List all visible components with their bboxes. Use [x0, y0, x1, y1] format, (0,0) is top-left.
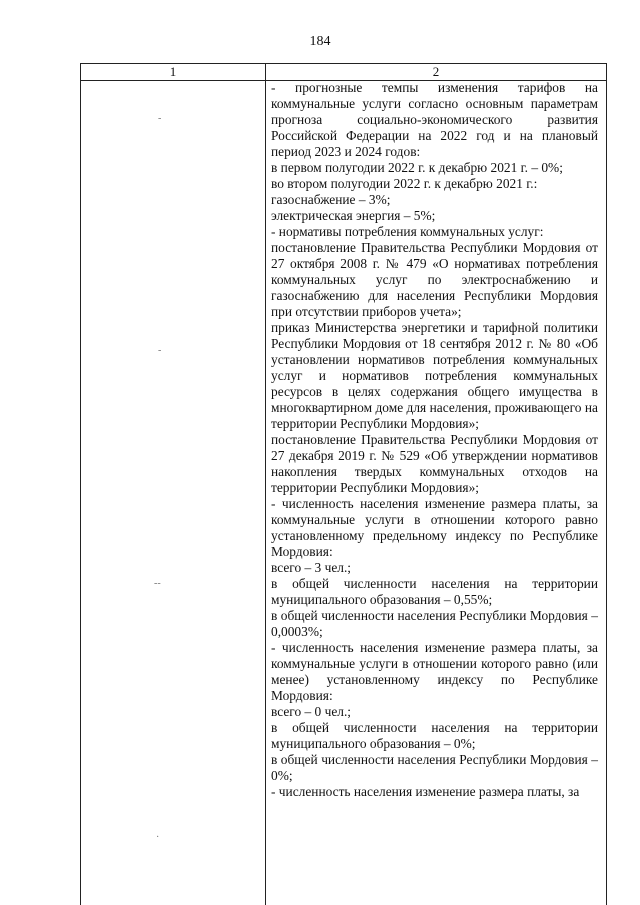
paragraph: электрическая энергия – 5%; [271, 208, 436, 223]
paragraph: приказ Министерства энергетики и тарифной политики Республики Мордовия от 18 сентября 2012 г. № 80 «Об установлении нормативов потребления коммунальных услуг и нормативов потребления коммунальных ресурсов в целях содержания общего имущества в многоквартирном доме для населения, проживающего на территории Республики Мордовия»; [271, 320, 598, 431]
paragraph: - численность населения изменение размера платы, за коммунальные услуги в отношении которого равно (или менее) установленному индексу по Республике Мордовия: [271, 640, 598, 703]
paragraph: в общей численности населения Республики Мордовия – 0%; [271, 752, 598, 783]
paragraph: - нормативы потребления коммунальных услуг: [271, 224, 544, 239]
table-border-right [606, 63, 607, 905]
paragraph: в первом полугодии 2022 г. к декабрю 2021 г. – 0%; [271, 160, 563, 175]
scan-mark: - [158, 113, 162, 124]
paragraph: в общей численности населения Республики Мордовия – 0,0003%; [271, 608, 598, 639]
column-1-header: 1 [169, 64, 177, 79]
paragraph: постановление Правительства Республики Мордовия от 27 декабря 2019 г. № 529 «Об утверждении нормативов накопления твердых коммунальных отходов на территории Республики Мордовия»; [271, 432, 598, 495]
page-number: 184 [309, 34, 331, 49]
column-2-content [271, 80, 598, 800]
scan-mark: -- [154, 578, 161, 589]
paragraph: - численность населения изменение размера платы, за [271, 784, 580, 799]
table-column-divider [265, 63, 266, 905]
column-2-header: 2 [432, 64, 440, 79]
paragraph: - численность населения изменение размера платы, за коммунальные услуги в отношении которого равно установленному предельному индексу по Республике Мордовия: [271, 496, 598, 559]
paragraph: постановление Правительства Республики Мордовия от 27 октября 2008 г. № 479 «О нормативах потребления коммунальных услуг по электроснабжению и газоснабжению для населения Республики Мордовия при отсутствии приборов учета»; [271, 240, 598, 319]
paragraph: газоснабжение – 3%; [271, 192, 391, 207]
paragraph: во втором полугодии 2022 г. к декабрю 2021 г.: [271, 176, 538, 191]
scan-mark: - [158, 345, 162, 356]
paragraph: - прогнозные темпы изменения тарифов на коммунальные услуги согласно основным параметрам прогноза социально-экономического развития Российской Федерации на 2022 год и на плановый период 2023 и 2024 годов: [271, 80, 598, 159]
scan-mark: · [156, 832, 160, 843]
paragraph: в общей численности населения на территории муниципального образования – 0%; [271, 720, 598, 751]
paragraph: в общей численности населения на территории муниципального образования – 0,55%; [271, 576, 598, 607]
table-border-left [80, 63, 81, 905]
paragraph: всего – 3 чел.; [271, 560, 352, 575]
paragraph: всего – 0 чел.; [271, 704, 352, 719]
